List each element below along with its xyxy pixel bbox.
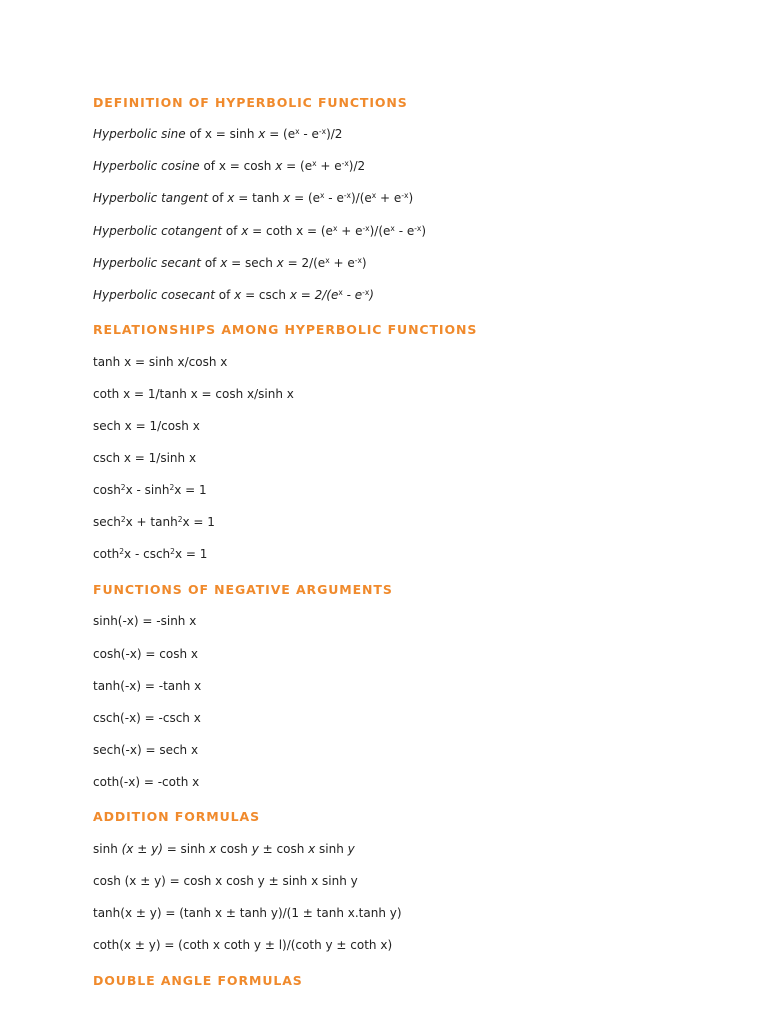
definition-csch: Hyperbolic cosecant of x = csch $x = 2/(e^x - e^{-x})$	[93, 288, 374, 302]
negative-tanh: tanh(-x) = -tanh x	[93, 679, 202, 693]
heading-double-angle-formulas: DOUBLE ANGLE FORMULAS	[93, 973, 303, 988]
heading-negative-arguments: FUNCTIONS OF NEGATIVE ARGUMENTS	[93, 582, 393, 597]
definition-coth: Hyperbolic cotangent of x = coth $x = (e^x + e^{-x})/(e^x - e^{-x})$	[93, 224, 427, 238]
relationship-coth: coth x = 1/tanh x = cosh x/sinh x	[93, 387, 294, 401]
relationship-csch: csch x = 1/sinh x	[93, 451, 197, 465]
negative-csch: csch(-x) = -csch x	[93, 711, 201, 725]
negative-sech: sech(-x) = sech x	[93, 743, 199, 757]
identity-sech-tanh: $\sec h^2x + \tanh^2x = 1$	[93, 515, 215, 529]
identity-coth-csch: coth$^2$x - csch$^2$x = 1	[93, 547, 208, 561]
heading-relationships: RELATIONSHIPS AMONG HYPERBOLIC FUNCTIONS	[93, 322, 478, 337]
negative-sinh: sinh(-x) = -sinh x	[93, 614, 197, 628]
heading-addition-formulas: ADDITION FORMULAS	[93, 809, 261, 824]
addition-coth: coth(x ± y) = (coth x coth y ± l)/(coth y ± coth x)	[93, 938, 393, 952]
relationship-sech: sech x = 1/cosh x	[93, 419, 200, 433]
addition-tanh: tanh(x ± y) = (tanh x ± tanh y)/(1 ± tanh x.tanh y)	[93, 906, 402, 920]
addition-sinh: sinh (x ± y) = sinh x cosh y ± cosh x sinh y	[93, 842, 355, 856]
addition-cosh: cosh (x ± y) = cosh x cosh y ± sinh x sinh y	[93, 874, 358, 888]
definition-cosh: Hyperbolic cosine of $x = \cosh x = (e^x + e^{-x})/2$	[93, 159, 366, 173]
heading-definition: DEFINITION OF HYPERBOLIC FUNCTIONS	[93, 95, 408, 110]
definition-tanh: Hyperbolic tangent of $x = \tanh x = (e^x - e^{-x})/(e^x + e^{-x})$	[93, 191, 414, 205]
relationship-tanh: tanh x = sinh x/cosh x	[93, 355, 228, 369]
definition-sech: Hyperbolic secant of x = sech $x = 2/(e^x + e^{-x})$	[93, 256, 367, 270]
negative-cosh: cosh(-x) = cosh x	[93, 647, 198, 661]
identity-cosh-sinh: $\cosh^2x - \sinh^2x = 1$	[93, 483, 207, 497]
negative-coth: coth(-x) = -coth x	[93, 775, 200, 789]
definition-sinh: Hyperbolic sine of $x = \sinh x = (e^x - e^{-x})/2$	[93, 127, 343, 141]
